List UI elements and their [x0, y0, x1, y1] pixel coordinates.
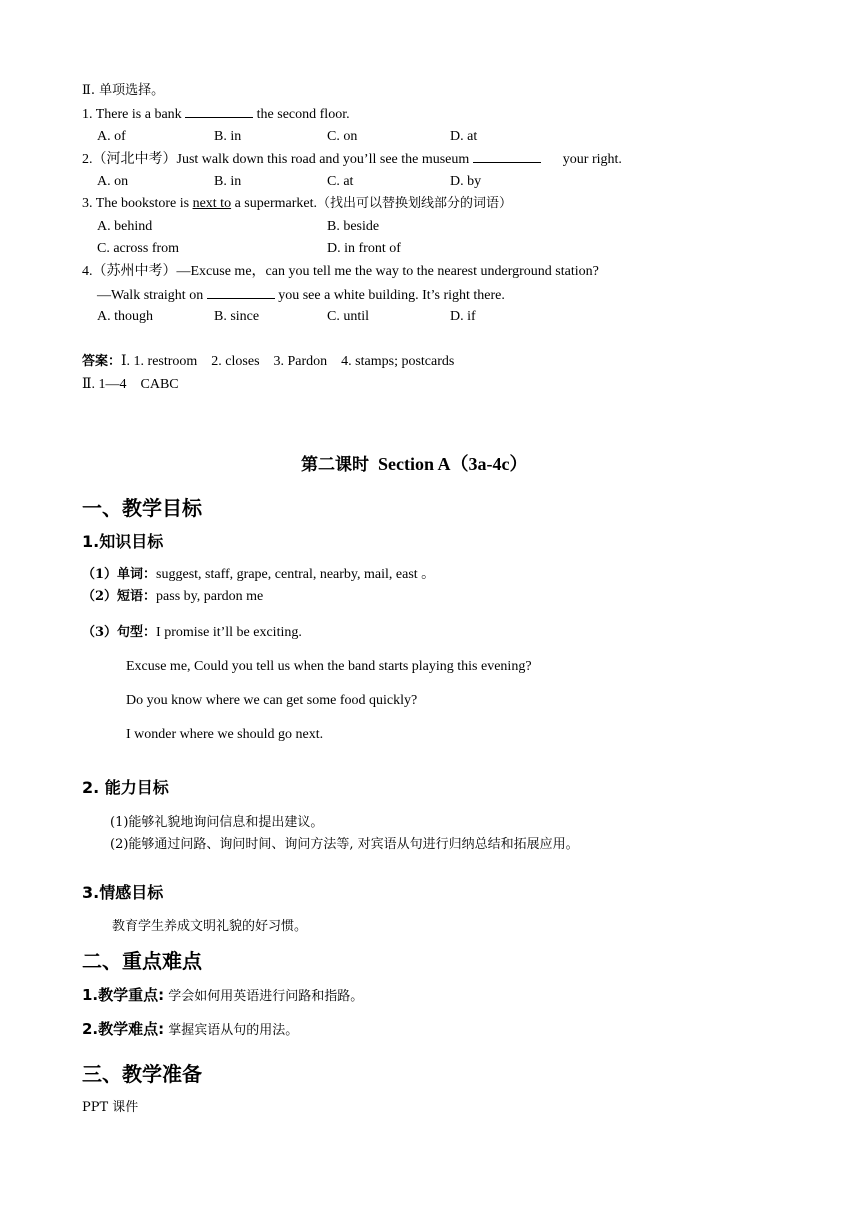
option-c: C. on	[327, 129, 358, 144]
words-label: （1）单词：	[82, 567, 157, 582]
question-2-text-end: your right.	[562, 152, 622, 167]
question-4-text-end: you see a white building. It’s right there.	[274, 288, 505, 303]
option-a: A. on	[97, 174, 129, 189]
question-2	[82, 150, 622, 169]
question-1	[82, 105, 350, 124]
question-3-text: 3. The bookstore is	[82, 196, 193, 211]
option-c: C. across from	[97, 241, 180, 256]
heading-knowledge-goals: 1.知识目标	[82, 532, 164, 551]
ability-2: (2)能够通过问路、询问时间、询问方法等, 对宾语从句进行归纳总结和拓展应用。	[110, 837, 579, 852]
option-d: D. by	[450, 174, 482, 189]
option-b: B. since	[214, 309, 260, 324]
option-a: A. though	[97, 309, 153, 324]
option-a: A. behind	[97, 219, 153, 234]
question-3-note: （找出可以替换划线部分的词语）	[317, 196, 513, 211]
preparation-text: PPT 课件	[82, 1100, 139, 1115]
emotion-1: 教育学生养成文明礼貌的好习惯。	[112, 919, 308, 934]
heading-emotion-goals: 3.情感目标	[82, 883, 164, 902]
question-4-line2	[97, 286, 505, 305]
option-d: D. if	[450, 309, 476, 324]
question-2-text: 2.（河北中考）Just walk down this road and you’ll see the museum	[82, 152, 473, 167]
key-point	[82, 986, 363, 1006]
option-b: B. in	[214, 129, 242, 144]
heading-teaching-goals: 一、教学目标	[82, 496, 202, 520]
sentence-4: I wonder where we should go next.	[126, 727, 324, 742]
key-point-label: 1.教学重点:	[82, 986, 165, 1004]
question-4: 4.（苏州中考）—Excuse me，can you tell me the way to the nearest underground station?	[82, 264, 599, 279]
difficult-point-text: 掌握宾语从句的用法。	[164, 1023, 299, 1038]
heading-key-points: 二、重点难点	[82, 949, 202, 973]
phrases-line	[82, 588, 263, 606]
question-1-text-end: the second floor.	[253, 107, 350, 122]
words-line	[82, 566, 435, 584]
option-c: C. at	[327, 174, 354, 189]
answer-line-2: Ⅱ. 1—4 CABC	[82, 377, 179, 392]
heading-preparation: 三、教学准备	[82, 1062, 202, 1086]
question-3	[82, 195, 512, 213]
answer-label: 答案：	[82, 354, 122, 369]
answer-line-1: Ⅰ. 1. restroom 2. closes 3. Pardon 4. stamps; postcards	[121, 354, 455, 369]
answer-blank	[185, 105, 253, 118]
option-a: A. of	[97, 129, 126, 144]
section-heading-part2: Ⅱ. 单项选择。	[82, 83, 165, 98]
sentences-text: I promise it’ll be exciting.	[156, 625, 302, 640]
answer-key	[82, 353, 454, 371]
answer-blank	[207, 286, 275, 299]
lesson-title-cn: 第二课时	[301, 455, 369, 475]
sentences-label: （3）句型：	[82, 625, 157, 640]
sentence-2: Excuse me, Could you tell us when the band starts playing this evening?	[126, 659, 532, 674]
option-b: B. beside	[327, 219, 380, 234]
lesson-title	[301, 452, 527, 477]
answer-blank	[473, 150, 541, 163]
option-d: D. at	[450, 129, 478, 144]
ability-1: (1)能够礼貌地询问信息和提出建议。	[110, 815, 324, 830]
sentence-3: Do you know where we can get some food quickly?	[126, 693, 418, 708]
question-3-text-end: a supermarket.	[231, 196, 317, 211]
lesson-title-en: Section A（3a-4c）	[378, 454, 528, 474]
underlined-phrase: next to	[192, 196, 232, 211]
sentences-line	[82, 624, 302, 642]
phrases-text: pass by, pardon me	[156, 589, 264, 604]
option-c: C. until	[327, 309, 370, 324]
phrases-label: （2）短语：	[82, 589, 157, 604]
question-1-text: 1. There is a bank	[82, 107, 186, 122]
key-point-text: 学会如何用英语进行问路和指路。	[164, 989, 364, 1004]
option-b: B. in	[214, 174, 242, 189]
words-text: suggest, staff, grape, central, nearby, mail, east 。	[156, 567, 436, 582]
difficult-point	[82, 1020, 298, 1040]
option-d: D. in front of	[327, 241, 401, 256]
question-4-text: —Walk straight on	[97, 288, 207, 303]
heading-ability-goals: 2. 能力目标	[82, 778, 169, 797]
difficult-point-label: 2.教学难点:	[82, 1020, 165, 1038]
